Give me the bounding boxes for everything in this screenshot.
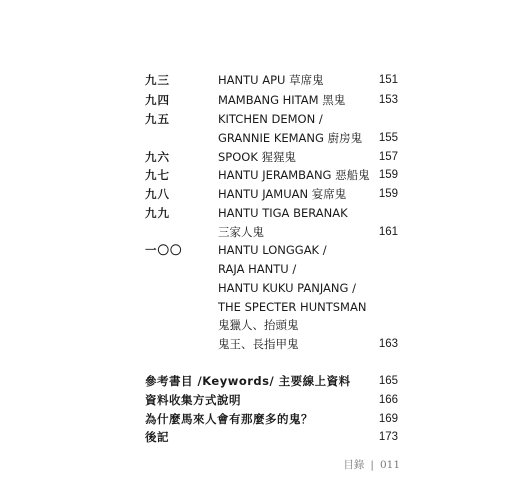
chapter-number: 九六 <box>145 150 170 164</box>
chapter-title: 鬼獵人、抬頭鬼 <box>218 318 299 332</box>
chapter-number: 九五 <box>145 112 170 126</box>
appendix-row <box>0 390 520 410</box>
chapter-title: GRANNIE KEMANG 廚房鬼 <box>218 131 363 145</box>
chapter-number: 九九 <box>145 206 170 220</box>
appendix-label: 資料收集方式說明 <box>145 393 241 407</box>
page-number: 153 <box>378 94 398 106</box>
toc-row <box>0 315 520 335</box>
page-footer <box>343 457 400 472</box>
page-number: 161 <box>378 226 398 238</box>
appendix-label: 為什麼馬來人會有那麼多的鬼？ <box>145 412 313 426</box>
chapter-title: THE SPECTER HUNTSMAN <box>218 300 367 314</box>
chapter-title: SPOOK 猩猩鬼 <box>218 150 297 164</box>
chapter-title: MAMBANG HITAM 黑鬼 <box>218 93 346 107</box>
chapter-title: 鬼王、長指甲鬼 <box>218 337 299 351</box>
footer-page-number: 011 <box>379 459 400 471</box>
appendix-label: 後記 <box>145 430 169 444</box>
page-number: 159 <box>378 169 398 181</box>
toc-row <box>0 90 520 110</box>
page-number: 155 <box>378 132 398 144</box>
toc-row <box>0 165 520 185</box>
toc-row <box>0 222 520 242</box>
toc-row <box>0 297 520 317</box>
toc-row <box>0 334 520 354</box>
chapter-title: HANTU LONGGAK / <box>218 243 327 257</box>
appendix-label: 參考書目 /Keywords/ 主要線上資料 <box>145 374 351 388</box>
page-number: 165 <box>378 375 398 387</box>
chapter-number: 一〇〇 <box>145 243 183 257</box>
appendix-row <box>0 409 520 429</box>
page-number: 173 <box>378 431 398 443</box>
footer-separator: | <box>370 459 374 471</box>
page-number: 163 <box>378 338 398 350</box>
page-number: 169 <box>378 413 398 425</box>
toc-row <box>0 184 520 204</box>
toc-row <box>0 147 520 167</box>
toc-row <box>0 278 520 298</box>
footer-section-title: 目錄 <box>343 459 365 471</box>
page-number: 159 <box>378 188 398 200</box>
chapter-number: 九四 <box>145 93 170 107</box>
chapter-title: RAJA HANTU / <box>218 262 297 276</box>
chapter-title: HANTU TIGA BERANAK <box>218 206 348 220</box>
toc-row <box>0 259 520 279</box>
chapter-title: HANTU APU 草席鬼 <box>218 73 324 87</box>
chapter-number: 九七 <box>145 168 170 182</box>
toc-row <box>0 240 520 260</box>
page-number: 151 <box>378 74 398 86</box>
chapter-title: HANTU JAMUAN 宴席鬼 <box>218 187 347 201</box>
toc-row <box>0 109 520 129</box>
page-number: 166 <box>378 394 398 406</box>
appendix-row <box>0 371 520 391</box>
chapter-title: HANTU KUKU PANJANG / <box>218 281 356 295</box>
toc-row <box>0 70 520 90</box>
appendix-row <box>0 427 520 447</box>
chapter-title: 三家人鬼 <box>218 225 264 239</box>
chapter-number: 九八 <box>145 187 170 201</box>
page-number: 157 <box>378 151 398 163</box>
toc-row <box>0 203 520 223</box>
chapter-title: KITCHEN DEMON / <box>218 112 323 126</box>
chapter-number: 九三 <box>145 73 170 87</box>
chapter-title: HANTU JERAMBANG 惡船鬼 <box>218 168 370 182</box>
toc-row <box>0 128 520 148</box>
